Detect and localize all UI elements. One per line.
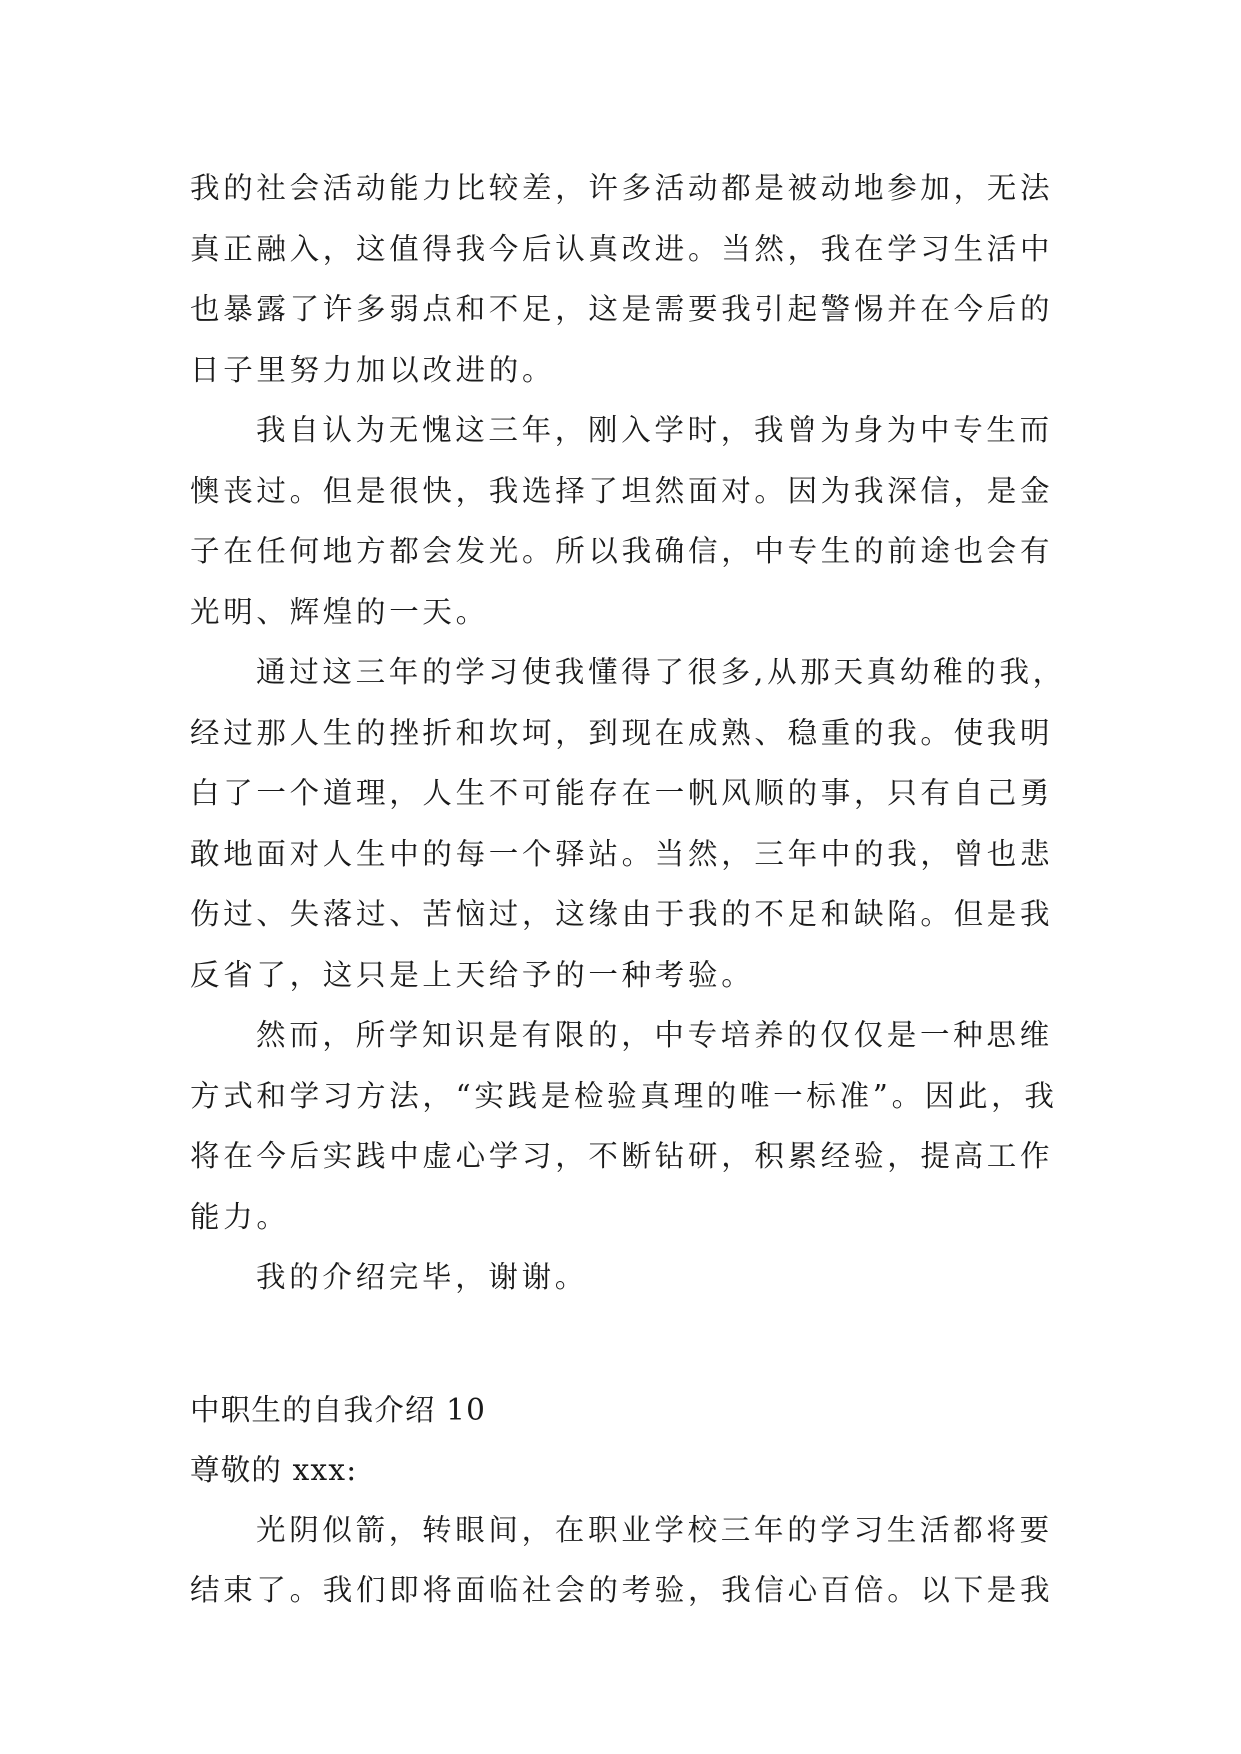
paragraph-three-years <box>190 400 1052 642</box>
text-line: 能力。 <box>190 1199 290 1234</box>
salutation: 尊敬的 xxx: <box>190 1452 358 1487</box>
text-line: 我自认为无愧这三年，刚入学时，我曾为身为中专生而 <box>256 413 1053 447</box>
text-line: 伤过、失落过、苦恼过，这缘由于我的不足和缺陷。但是我 <box>190 897 1054 931</box>
document-body <box>190 158 1066 1621</box>
text-line: 懊丧过。但是很快，我选择了坦然面对。因为我深信，是金 <box>190 473 1054 508</box>
text-line: 光阴似箭，转眼间，在职业学校三年的学习生活都将要 <box>256 1512 1053 1547</box>
paragraph-learning <box>190 642 1066 1005</box>
section-title: 中职生的自我介绍 10 <box>190 1392 487 1427</box>
text-line: 方式和学习方法，“实践是检验真理的唯一标准”。因此，我 <box>190 1078 1058 1113</box>
text-line: 经过那人生的挫折和坎坷，到现在成熟、稳重的我。使我明 <box>190 715 1054 750</box>
paragraph-time-flies <box>190 1500 1052 1621</box>
text-line: 真正融入，这值得我今后认真改进。当然，我在学习生活中 <box>190 231 1054 266</box>
text-line: 结束了。我们即将面临社会的考验，我信心百倍。以下是我 <box>190 1573 1054 1607</box>
text-line: 我的社会活动能力比较差，许多活动都是被动地参加，无法 <box>190 171 1054 205</box>
text-line: 日子里努力加以改进的。 <box>190 352 556 387</box>
text-line: 敢地面对人生中的每一个驿站。当然，三年中的我，曾也悲 <box>190 836 1054 871</box>
paragraph-closing <box>190 1247 1052 1308</box>
text-line: 然而，所学知识是有限的，中专培养的仅仅是一种思维 <box>256 1018 1053 1052</box>
section-gap <box>190 1308 1052 1380</box>
paragraph-knowledge <box>190 1005 1058 1247</box>
text-line: 白了一个道理，人生不可能存在一帆风顺的事，只有自己勇 <box>190 776 1054 810</box>
text-line: 我的介绍完毕，谢谢。 <box>256 1260 589 1294</box>
text-line: 子在任何地方都会发光。所以我确信，中专生的前途也会有 <box>190 534 1054 568</box>
text-line: 光明、辉煌的一天。 <box>190 594 489 629</box>
text-line: 将在今后实践中虚心学习，不断钻研，积累经验，提高工作 <box>190 1139 1054 1173</box>
text-line: 反省了，这只是上天给予的一种考验。 <box>190 957 755 992</box>
text-line: 也暴露了许多弱点和不足，这是需要我引起警惕并在今后的 <box>190 292 1054 326</box>
text-line: 通过这三年的学习使我懂得了很多,从那天真幼稚的我， <box>256 655 1066 689</box>
paragraph-social-ability <box>190 158 1052 400</box>
